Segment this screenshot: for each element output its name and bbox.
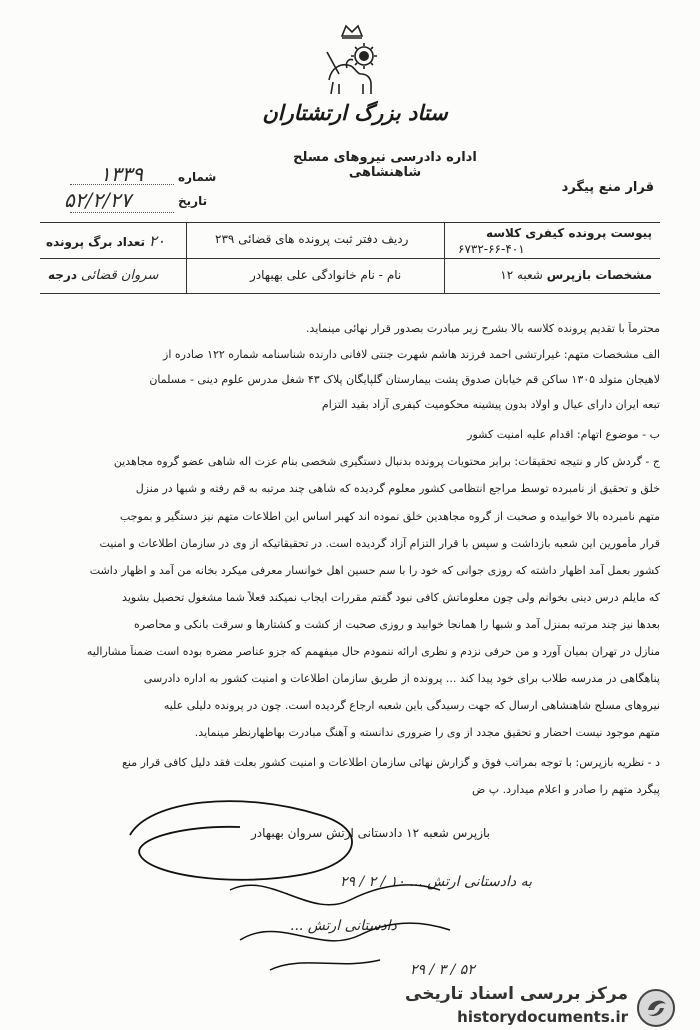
date-label: تاریخ [178, 194, 208, 208]
case-class-label: پیوست پرونده کیفری کلاسه [485, 226, 652, 240]
body-line: کشور بعمل آمد اظهار داشته که روزی جوانی که خود را با سم حسین اهل خوانسار معرفی میکرد بخانه من آمد و اظهار داشت [89, 564, 660, 577]
case-class-value: ۶۷۳۲-۶۶-۴۰۱ [458, 242, 525, 256]
page-count-label: تعداد برگ پرونده [46, 235, 146, 249]
body-line: لاهیجان متولد ۱۳۰۵ ساکن قم خیابان صدوق پشت بیمارستان گلپایگان پلاک ۴۳ شغل مدرس علوم دینی - مسلمان [149, 373, 660, 386]
body-line: محترماً با تقدیم پرونده کلاسه بالا بشرح زیر مبادرت بصدور قرار نهائی مینماید. [305, 322, 660, 335]
investigator-signature-line: بازپرس شعبه ۱۲ دادستانی ارتش سروان بهبهادر [251, 826, 490, 840]
body-line: د - نظریه بازپرس: با توجه بمراتب فوق و گزارش نهائی سازمان اطلاعات و امنیت کشور بعلت فقد دلیل کافی قرار منع [122, 756, 660, 769]
body-line: قرار مأمورین این شعبه بازداشت و سپس با قرار التزام آزاد گردیده است. در تحقیقاتیکه از وی در سازمان اطلاعات و امنیت [99, 537, 660, 550]
rank-label: درجه [48, 268, 77, 282]
body-line: منازل در تهران بمیان آورد و من حرفی نزدم و نظری ارائه ننمودم حال میفهمم که جزو عناصر مضره بوده است ضمناً مشارالیه [86, 645, 660, 658]
body-line: ب - موضوع اتهام: اقدام علیه امنیت کشور [467, 428, 660, 441]
body-line: خلق و تحقیق از نامبرده توسط مراجع انتظامی کشور معلوم گردیده که شاهی چند مرتبه به قم رفته و شبها در منزل [135, 482, 660, 495]
body-line: تبعه ایران دارای عیال و اولاد بدون پیشینه محکومیت کیفری آزاد بقید التزام [321, 398, 660, 411]
body-line: پیگرد متهم را صادر و اعلام میدارد. پ ض [472, 783, 660, 796]
registry-row-value: ۲۳۹ [215, 232, 235, 246]
rank-value: سروان قضائی [80, 268, 159, 283]
registry-row-label: ردیف دفتر ثبت پرونده های قضائی ۲۳۹ [215, 232, 409, 246]
body-line: متهم نامبرده بالا خوابیده و صحبت از گروه مجاهدین خلق نموده اند کهبر اساس این اطلاعات متهم نیز دستگیر و بموجب [119, 510, 660, 523]
order-title: قرار منع پیگرد [561, 180, 654, 195]
watermark-url: historydocuments.ir [457, 1008, 628, 1026]
investigator-value: شعبه ۱۲ [500, 268, 543, 282]
body-line: که مایلم درس دینی بخوانم ولی چون معلوماتش کافی نبود گفتم مقررات ایجاب نمیکند فعلاً شما مشغول تحصیل بشوید [122, 591, 660, 604]
body-line: پناهگاهی در مدرسه طلاب برای خود پیدا کند ... پرونده از طریق سازمان اطلاعات و امنیت کشور به اداره دادرسی [143, 672, 660, 685]
body-line: متهم موجود نیست احضار و تحقیق مجدد از وی را ضروری ندانسته و آهنگ مبادرت بهاظهارنظر مینماید. [194, 726, 660, 739]
archive-logo-icon [634, 986, 678, 1030]
name-label: نام - نام خانوادگی [311, 268, 402, 282]
number-label: شماره [178, 170, 217, 184]
body-line: نیروهای مسلح شاهنشاهی ارسال که جهت رسیدگی باین شعبه ارجاع گردیده است. چون در پرونده دلیلی علیه [163, 699, 660, 712]
page-count-value: ۲۰ [148, 232, 165, 250]
name-value: علی بهبهادر [250, 268, 308, 282]
handwritten-date: ۲۹ / ۳ / ۵۲ [410, 962, 475, 978]
number-value: ۱۳۳۹ [100, 162, 143, 186]
date-value: ۵۲/۲/۲۷ [64, 188, 132, 212]
handwritten-note-2: دادستانی ارتش ... [290, 918, 397, 934]
body-line: ج - گردش کار و نتیجه تحقیقات: برابر محتویات پرونده بدنبال دستگیری شخصی بنام عزت اله شاهی عضو گروه مجاهدین [113, 455, 660, 468]
organization-title: ستاد بزرگ ارتشتاران [262, 100, 448, 125]
watermark-title: مرکز بررسی اسناد تاریخی [405, 984, 628, 1004]
office-title: اداره دادرسی نیروهای مسلح شاهنشاهی [293, 150, 477, 180]
handwritten-note-1: به دادستانی ارتش ... ۱۰ / ۲ / ۲۹ [340, 874, 532, 890]
body-line: بعدها نیز چند مرتبه بمنزل آمد و شبها را همانجا خوابید و روزی صحبت از کشت و کشتارها و سرقت بانکی و محاصره [133, 618, 660, 631]
body-line: الف مشخصات متهم: غیرارتشی احمد فرزند هاشم شهرت جنتی لافانی دارنده شناسنامه شماره ۱۲۲ صادره از [163, 348, 660, 361]
investigator-label: مشخصات بازپرس [546, 268, 652, 282]
